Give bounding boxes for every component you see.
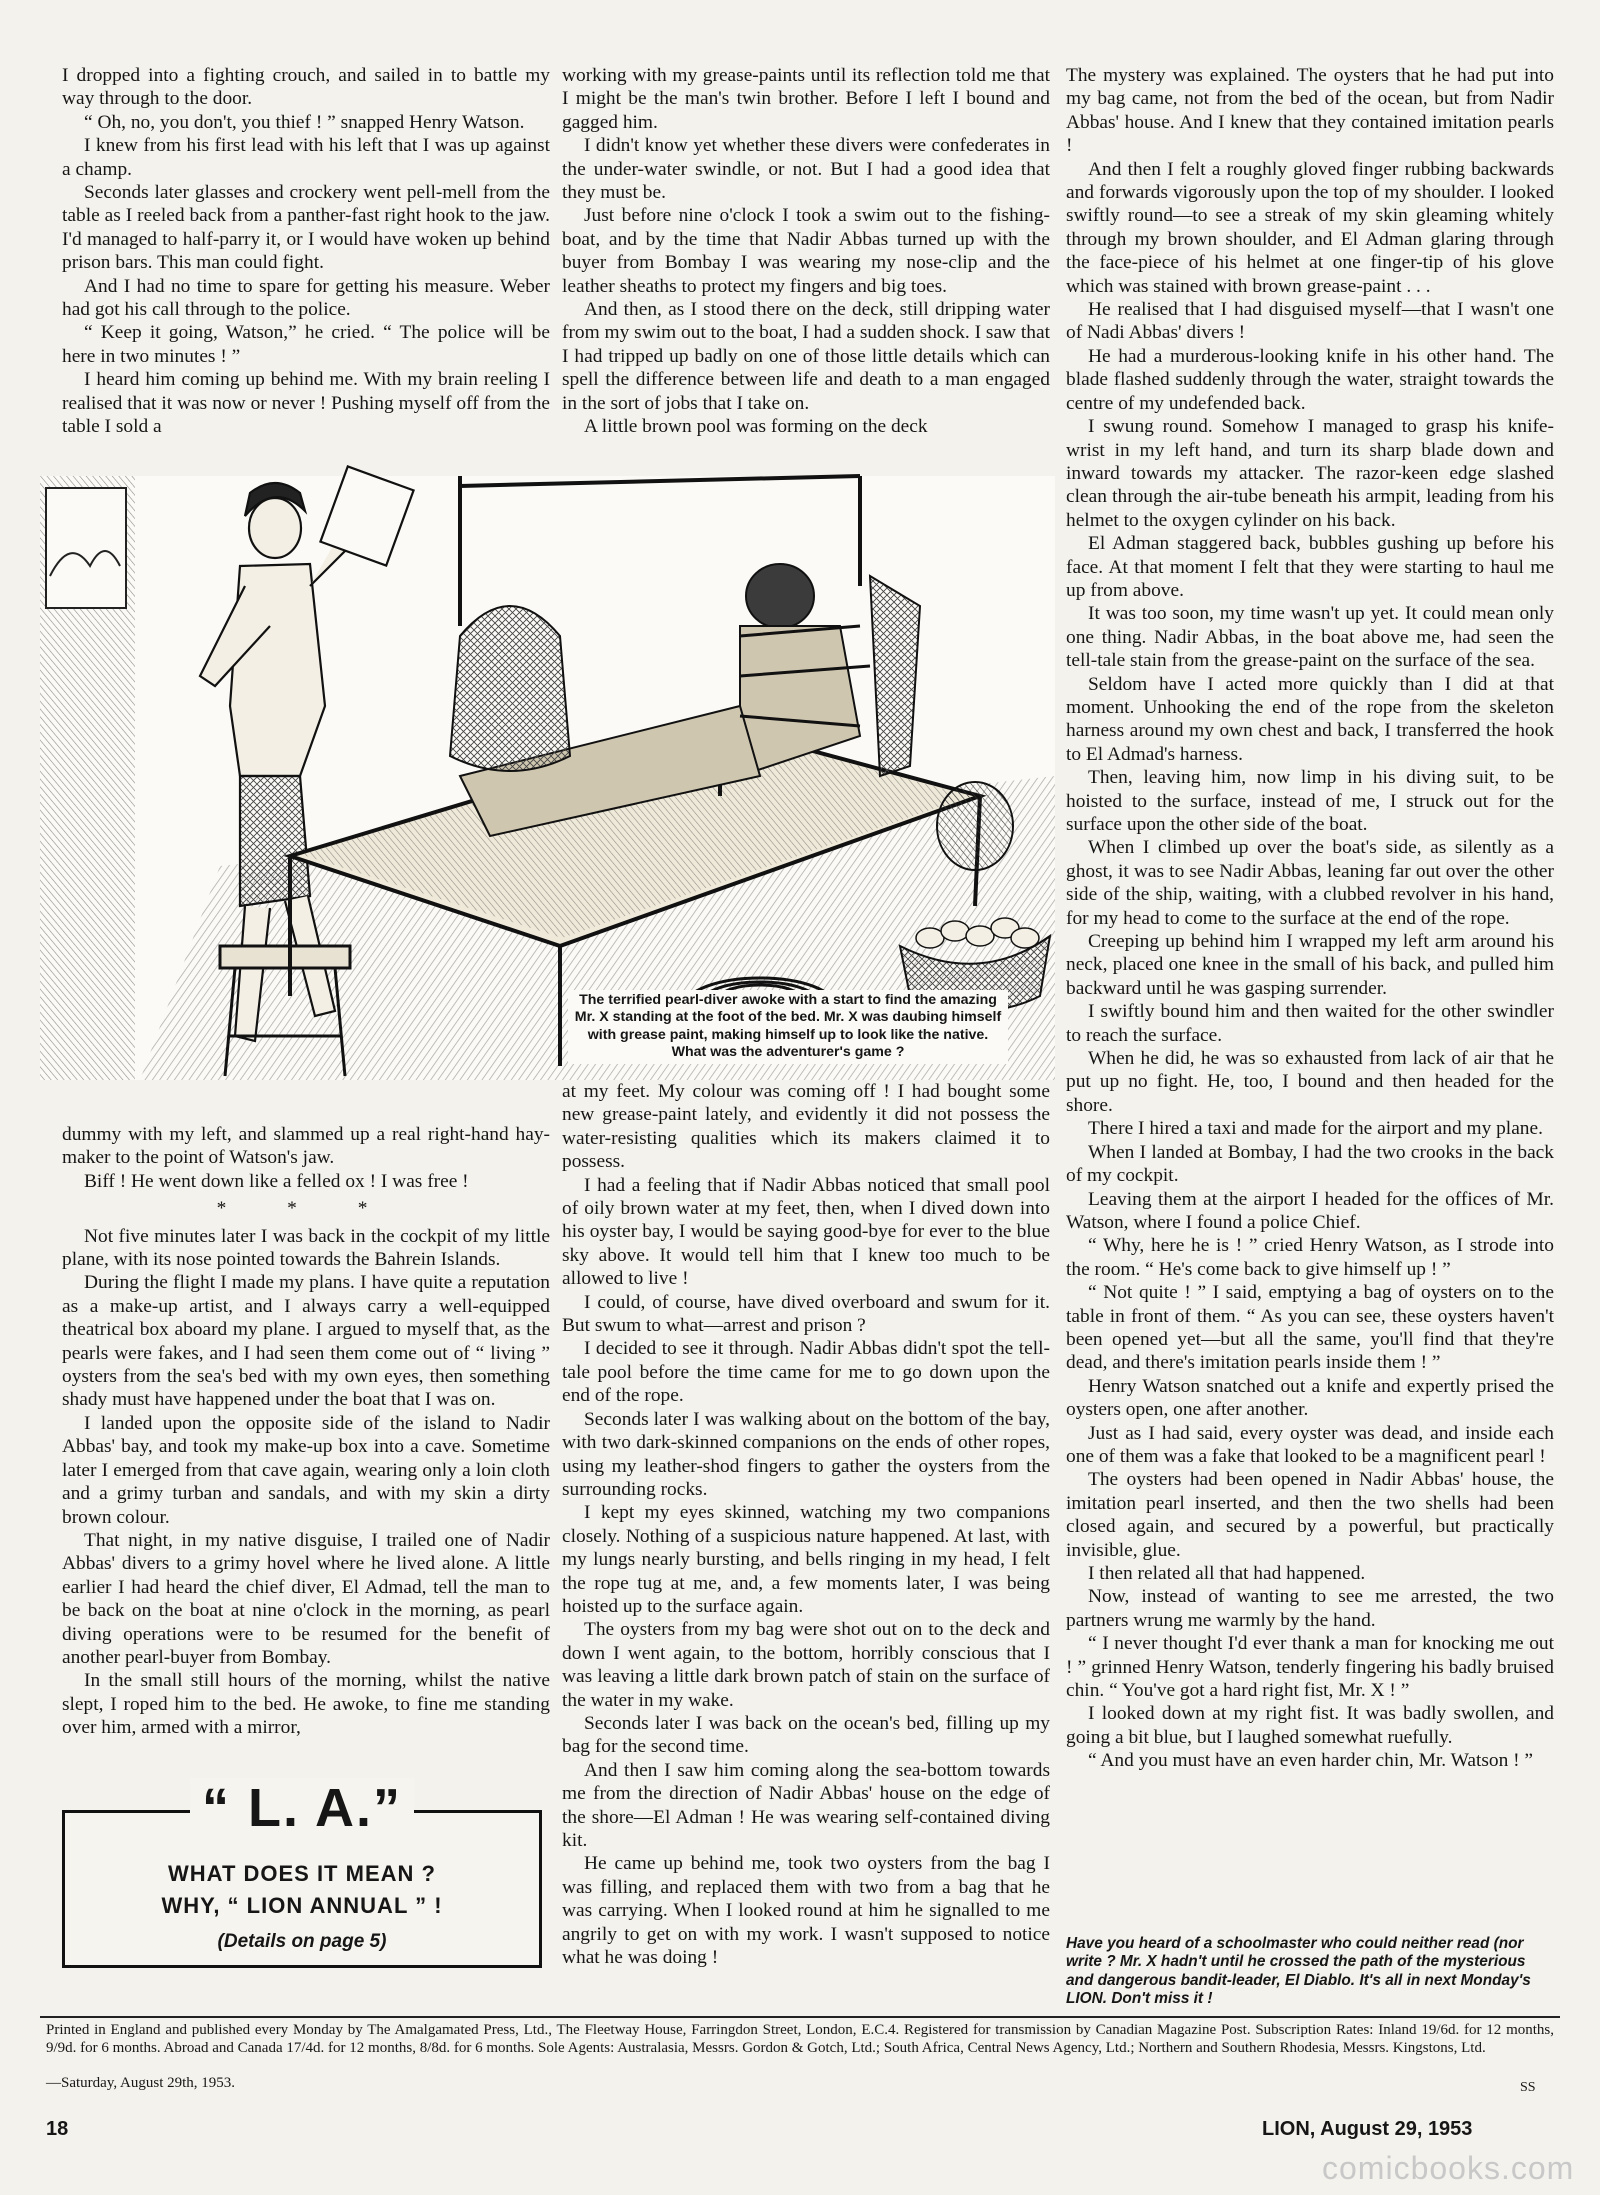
- story-column-1-bottom: [62, 1123, 550, 1793]
- story-paragraph: “ Keep it going, Watson,” he cried. “ The police will be here in two minutes ! ”: [62, 322, 550, 367]
- story-paragraph: at my feet. My colour was coming off ! I had bought some new grease-paint lately, and evidently it did not possess the water-resisting qualities which its makers claimed it to possess.: [562, 1081, 1050, 1173]
- magazine-issue-line: LION, August 29, 1953: [1262, 2118, 1473, 2140]
- story-paragraph: Now, instead of wanting to see me arrested, the two partners wrung me warmly by the hand.: [1066, 1586, 1554, 1631]
- story-paragraph: Creeping up behind him I wrapped my left arm around his neck, placed one knee in the small of his back, and pulled him backward until he was gasping surrender.: [1066, 931, 1554, 999]
- story-paragraph: “ Oh, no, you don't, you thief ! ” snapped Henry Watson.: [84, 111, 525, 133]
- story-column-1-top: [62, 64, 550, 472]
- story-paragraph: When I landed at Bombay, I had the two crooks in the back of my cockpit.: [1066, 1141, 1554, 1187]
- story-paragraph: Biff ! He went down like a felled ox ! I was free !: [84, 1170, 469, 1192]
- story-paragraph: The mystery was explained. The oysters that he had put into my bag came, not from the bed of the ocean, but from Nadir Abbas' house. And I knew that they contained imitation pearls !: [1066, 65, 1554, 157]
- story-paragraph: Not five minutes later I was back in the cockpit of my little plane, with its nose pointed towards the Bahrein Islands.: [62, 1225, 550, 1271]
- story-paragraph: “ Not quite ! ” I said, emptying a bag of oysters on to the table in front of them. “ As you can see, these oysters haven't been opened yet—but all the same, you'll find that they're dead, and there's imitation pearls inside them ! ”: [1066, 1282, 1554, 1374]
- story-paragraph: “ I never thought I'd ever thank a man for knocking me out ! ” grinned Henry Watson, tenderly fingering his badly bruised chin. “ You've got a hard right fist, Mr. X ! ”: [1066, 1633, 1554, 1702]
- story-paragraph: Seldom have I acted more quickly than I did at that moment. Unhooking the end of the rope from the skeleton harness around my own chest and back, I transferred the hook to El Admad's harness.: [1066, 673, 1554, 765]
- story-paragraph: In the small still hours of the morning, whilst the native slept, I roped him to the bed. He awoke, to fine me standing over him, armed with a mirror,: [62, 1670, 550, 1739]
- story-paragraph: I heard him coming up behind me. With my brain reeling I realised that it was now or never ! Pushing myself off from the table I sold a: [62, 369, 550, 438]
- story-paragraph: The oysters from my bag were shot out on to the deck and down I went again, to the bottom, horribly conscious that I was leaving a little dark brown patch of stain on the surface of the water in my wake.: [562, 1619, 1050, 1711]
- story-paragraph: And then I saw him coming along the sea-bottom towards me from the direction of Nadir Abbas' house on the edge of the shore—El Adman ! He was wearing self-contained diving kit.: [562, 1759, 1050, 1851]
- story-paragraph: “ Why, here he is ! ” cried Henry Watson, as I strode into the room. “ He's come back to give himself up ! ”: [1066, 1235, 1554, 1280]
- story-paragraph: Just as I had said, every oyster was dead, and inside each one of them was a fake that looked to be a magnificent pearl !: [1066, 1422, 1554, 1467]
- story-paragraph: It was too soon, my time wasn't up yet. It could mean only one thing. Nadir Abbas, in the boat above me, had seen the tell-tale stain from the grease-paint on the surface of the sea.: [1066, 603, 1554, 672]
- story-paragraph: dummy with my left, and slammed up a real right-hand hay-maker to the point of Watson's jaw.: [62, 1124, 550, 1169]
- ad-line-1: WHAT DOES IT MEAN ?: [168, 1861, 436, 1886]
- story-paragraph: I swiftly bound him and then waited for the other swindler to reach the surface.: [1066, 1001, 1554, 1046]
- next-week-teaser: Have you heard of a schoolmaster who could neither read (nor write ? Mr. X hadn't until he crossed the path of the mysterious and dangerous bandit-leader, El Diablo. It's all in next Monday's LION. Don't miss it !: [1066, 1935, 1531, 2008]
- story-paragraph: He had a murderous-looking knife in his other hand. The blade flashed suddenly through the water, straight towards the centre of my undefended back.: [1066, 345, 1554, 414]
- story-paragraph: “ And you must have an even harder chin, Mr. Watson ! ”: [1088, 1750, 1534, 1772]
- story-paragraph: Leaving them at the airport I headed for the offices of Mr. Watson, where I found a police Chief.: [1066, 1188, 1554, 1233]
- story-paragraph: I looked down at my right fist. It was badly swollen, and going a bit blue, but I laughed somewhat ruefully.: [1066, 1703, 1554, 1748]
- story-paragraph: I kept my eyes skinned, watching my two companions closely. Nothing of a suspicious nature happened. At last, with my lungs nearly bursting, and bells ringing in my head, I felt the rope tug at me, and, a few moments later, I was being hoisted up to the surface again.: [562, 1502, 1050, 1617]
- ad-line-2: WHY, “ LION ANNUAL ” !: [161, 1893, 443, 1918]
- imprint-code: SS: [1520, 2080, 1536, 2095]
- story-paragraph: A little brown pool was forming on the deck: [584, 416, 928, 438]
- story-paragraph: And then I felt a roughly gloved finger rubbing backwards and forwards vigorously upon the top of my shoulder. I looked swiftly round—to see a streak of my skin gleaming whitely through my brown shoulder, and El Adman glaring through the face-piece of his helmet at one finger-tip of his glove which was stained with brown grease-paint . . .: [1066, 158, 1554, 297]
- story-paragraph: There I hired a taxi and made for the airport and my plane.: [1088, 1118, 1543, 1140]
- publisher-imprint: Printed in England and published every Monday by The Amalgamated Press, Ltd., The Fleetway House, Farringdon Street, London, E.C.4. Registered for transmission by Canadian Magazine Post. Subscription Rates: Inland 19/6d. for 12 months, 9/9d. for 6 months. Abroad and Canada 17/4d. for 12 months, 8/8d. for 6 months. Sole Agents: Australasia, Messrs. Gordon & Gotch, Ltd.; South Africa, Central News Agency, Ltd.; Northern and Southern Rhodesia, Messrs. Kingstons, Ltd.: [46, 2022, 1554, 2056]
- story-paragraph: I decided to see it through. Nadir Abbas didn't spot the tell-tale pool before the time came for me to go down upon the end of the rope.: [562, 1338, 1050, 1407]
- story-paragraph: When he did, he was so exhausted from lack of air that he put up no fight. He, too, I bound and then headed for the shore.: [1066, 1048, 1554, 1116]
- story-paragraph: Henry Watson snatched out a knife and expertly prised the oysters open, one after another.: [1066, 1375, 1554, 1421]
- story-paragraph: He came up behind me, took two oysters from the bag I was filling, and replaced them with two from a bag that he was carrying. When I looked round at him he signalled to me angrily to get on with my work. I wasn't supposed to notice what he was doing !: [562, 1853, 1050, 1969]
- story-paragraph: Seconds later I was walking about on the bottom of the bay, with two dark-skinned companions on the ends of other ropes, using my leather-shod fingers to gather the oysters from the surrounding rocks.: [562, 1408, 1050, 1500]
- story-paragraph: Just before nine o'clock I took a swim out to the fishing-boat, and by the time that Nadir Abbas turned up with the buyer from Bombay I was wearing my nose-clip and the leather sheaths to protect my fingers and big toes.: [562, 205, 1050, 297]
- story-paragraph: Seconds later I was back on the ocean's bed, filling up my bag for the second time.: [562, 1712, 1050, 1758]
- story-paragraph: During the flight I made my plans. I have quite a reputation as a make-up artist, and I always carry a well-equipped theatrical box aboard my plane. I argued to myself that, as the pearls were fakes, and I had seen them come out of “ living ” oysters from the sea's bed with my own eyes, then something shady must have happened under the boat that I was on.: [62, 1272, 550, 1411]
- story-paragraph: And then, as I stood there on the deck, still dripping water from my swim out to the boat, I had a sudden shock. I saw that I had tripped up badly on one of those little details which can spell the difference between life and death to a man engaged in the sort of jobs that I take on.: [562, 299, 1050, 414]
- illustration-caption: The terrified pearl-diver awoke with a start to find the amazing Mr. X standing at the foot of the bed. Mr. X was daubing himself with grease paint, making himself up to look like the native. What was the adventurer's game ?: [568, 990, 1008, 1064]
- story-paragraph: When I climbed up over the boat's side, as silently as a ghost, it was to see Nadir Abbas, leaning far out over the other side of the ship, waiting, with a clubbed revolver in his hand, for my head to come to the surface at the end of the rope.: [1066, 837, 1554, 929]
- story-paragraph: I didn't know yet whether these divers were confederates in the under-water swindle, or not. But I had a good idea that they must be.: [562, 135, 1050, 204]
- ad-line-3: (Details on page 5): [217, 1931, 387, 1952]
- story-column-2-bottom: [562, 1080, 1050, 1969]
- story-paragraph: The oysters had been opened in Nadir Abbas' house, the imitation pearl inserted, and then the two shells had been closed again, and secured by a powerful, but practically invisible, glue.: [1066, 1469, 1554, 1561]
- story-paragraph: He realised that I had disguised myself—that I wasn't one of Nadi Abbas' divers !: [1066, 299, 1554, 344]
- watermark: comicbooks.com: [1322, 2150, 1575, 2186]
- story-paragraph: And I had no time to spare for getting his measure. Weber had got his call through to the police.: [62, 275, 550, 321]
- page-number: 18: [46, 2118, 69, 2140]
- imprint-date: —Saturday, August 29th, 1953.: [46, 2075, 236, 2091]
- story-paragraph: Then, leaving him, now limp in his diving suit, to be hoisted to the surface, instead of me, I struck out for the surface upon the other side of the boat.: [1066, 767, 1554, 835]
- story-paragraph: I knew from his first lead with his left that I was up against a champ.: [62, 135, 550, 180]
- story-paragraph: That night, in my native disguise, I trailed one of Nadir Abbas' divers to a grimy hovel where he lived alone. A little earlier I had heard the chief diver, El Admad, tell the man to be back on the boat at nine o'clock in the morning, as pearl diving operations were to be resumed for the benefit of another pearl-buyer from Bombay.: [62, 1529, 550, 1668]
- story-column-3: [1066, 64, 1554, 1950]
- story-paragraph: I dropped into a fighting crouch, and sailed in to battle my way through to the door.: [62, 65, 550, 110]
- story-column-2-top: [562, 64, 1050, 472]
- story-paragraph: Seconds later glasses and crockery went pell-mell from the table as I reeled back from a panther-fast right hook to the jaw. I'd managed to half-parry it, or I would have woken up behind prison bars. This man could fight.: [62, 182, 550, 274]
- story-paragraph: * * *: [216, 1198, 396, 1220]
- story-paragraph: El Adman staggered back, bubbles gushing up before his face. At that moment I felt that they were starting to haul me up from above.: [1066, 533, 1554, 601]
- lion-annual-ad: [62, 1778, 542, 1968]
- story-paragraph: I could, of course, have dived overboard and swum for it. But swum to what—arrest and prison ?: [562, 1291, 1050, 1337]
- ad-title: “ L. A.”: [65, 1777, 539, 1839]
- story-paragraph: I landed upon the opposite side of the island to Nadir Abbas' bay, and took my make-up box into a cave. Sometime later I emerged from that cave again, wearing only a loin cloth and a grimy turban and sandals, and with my skin a dirty brown colour.: [62, 1412, 550, 1528]
- story-paragraph: I had a feeling that if Nadir Abbas noticed that small pool of oily brown water at my feet, then, when I dived down into his oyster bay, I would be saying good-bye for ever to the blue sky above. It would tell him that I knew too much to be allowed to live !: [562, 1174, 1050, 1290]
- story-paragraph: I then related all that had happened.: [1088, 1563, 1366, 1584]
- story-paragraph: working with my grease-paints until its reflection told me that I might be the man's twin brother. Before I left I bound and gagged him.: [562, 65, 1050, 133]
- footer-rule: [40, 2016, 1560, 2018]
- story-paragraph: I swung round. Somehow I managed to grasp his knife-wrist in my left hand, and turn its sharp blade down and inward towards my attacker. The razor-keen edge slashed clean through the air-tube beneath his armpit, leading from his helmet to the oxygen cylinder on his back.: [1066, 416, 1554, 531]
